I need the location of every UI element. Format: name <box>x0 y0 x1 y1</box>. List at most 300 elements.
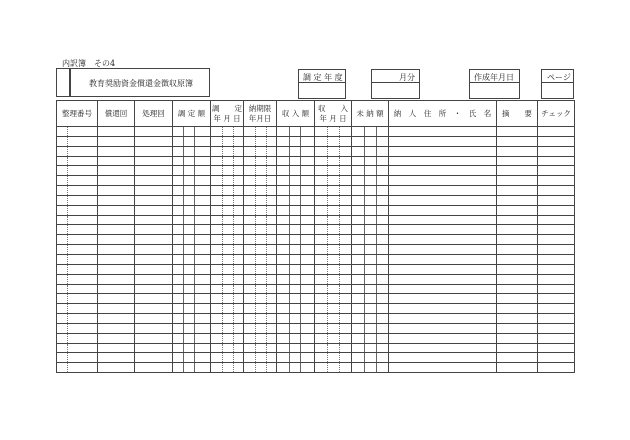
cell-noki[interactable] <box>244 146 277 156</box>
cell-shunyu_gaku[interactable] <box>277 127 315 137</box>
cell-tekiyo[interactable] <box>497 166 538 176</box>
cell-tekiyo[interactable] <box>497 215 538 225</box>
cell-mino[interactable] <box>352 274 389 284</box>
cell-jusho[interactable] <box>389 235 497 245</box>
cell-chotei_gaku[interactable] <box>173 195 211 205</box>
cell-tekiyo[interactable] <box>497 225 538 235</box>
cell-shunyu_date[interactable] <box>315 146 352 156</box>
cell-shokan[interactable] <box>98 343 135 353</box>
cell-shunyu_date[interactable] <box>315 333 352 343</box>
cell-noki[interactable] <box>244 254 277 264</box>
cell-mino[interactable] <box>352 186 389 196</box>
cell-noki[interactable] <box>244 343 277 353</box>
cell-tekiyo[interactable] <box>497 323 538 333</box>
cell-chotei_gaku[interactable] <box>173 284 211 294</box>
cell-chotei_date[interactable] <box>211 304 244 314</box>
cell-noki[interactable] <box>244 215 277 225</box>
cell-chotei_date[interactable] <box>211 245 244 255</box>
cell-mino[interactable] <box>352 205 389 215</box>
cell-shunyu_gaku[interactable] <box>277 225 315 235</box>
cell-check[interactable] <box>538 186 575 196</box>
cell-seiri[interactable] <box>57 215 98 225</box>
cell-noki[interactable] <box>244 304 277 314</box>
cell-check[interactable] <box>538 323 575 333</box>
cell-chotei_gaku[interactable] <box>173 146 211 156</box>
cell-chotei_date[interactable] <box>211 136 244 146</box>
cell-check[interactable] <box>538 363 575 373</box>
cell-tekiyo[interactable] <box>497 284 538 294</box>
cell-shunyu_date[interactable] <box>315 156 352 166</box>
cell-jusho[interactable] <box>389 284 497 294</box>
cell-check[interactable] <box>538 127 575 137</box>
cell-mino[interactable] <box>352 225 389 235</box>
cell-tekiyo[interactable] <box>497 235 538 245</box>
cell-chotei_date[interactable] <box>211 195 244 205</box>
cell-shokan[interactable] <box>98 166 135 176</box>
cell-seiri[interactable] <box>57 353 98 363</box>
cell-mino[interactable] <box>352 333 389 343</box>
cell-shunyu_gaku[interactable] <box>277 205 315 215</box>
cell-tekiyo[interactable] <box>497 353 538 363</box>
cell-tekiyo[interactable] <box>497 363 538 373</box>
cell-shokan[interactable] <box>98 274 135 284</box>
cell-shunyu_gaku[interactable] <box>277 284 315 294</box>
cell-chotei_gaku[interactable] <box>173 215 211 225</box>
cell-seiri[interactable] <box>57 284 98 294</box>
cell-seiri[interactable] <box>57 264 98 274</box>
cell-shori[interactable] <box>135 205 173 215</box>
cell-chotei_date[interactable] <box>211 284 244 294</box>
cell-chotei_date[interactable] <box>211 127 244 137</box>
cell-tekiyo[interactable] <box>497 195 538 205</box>
cell-mino[interactable] <box>352 235 389 245</box>
cell-chotei_date[interactable] <box>211 156 244 166</box>
cell-seiri[interactable] <box>57 343 98 353</box>
cell-seiri[interactable] <box>57 333 98 343</box>
cell-chotei_date[interactable] <box>211 146 244 156</box>
cell-shori[interactable] <box>135 195 173 205</box>
cell-check[interactable] <box>538 343 575 353</box>
cell-chotei_date[interactable] <box>211 294 244 304</box>
cell-seiri[interactable] <box>57 146 98 156</box>
cell-check[interactable] <box>538 264 575 274</box>
cell-shori[interactable] <box>135 186 173 196</box>
cell-tekiyo[interactable] <box>497 314 538 324</box>
cell-shokan[interactable] <box>98 146 135 156</box>
cell-chotei_date[interactable] <box>211 186 244 196</box>
cell-tekiyo[interactable] <box>497 176 538 186</box>
cell-shunyu_date[interactable] <box>315 264 352 274</box>
cell-shori[interactable] <box>135 136 173 146</box>
cell-tekiyo[interactable] <box>497 136 538 146</box>
cell-shokan[interactable] <box>98 333 135 343</box>
cell-jusho[interactable] <box>389 205 497 215</box>
cell-shori[interactable] <box>135 146 173 156</box>
cell-tekiyo[interactable] <box>497 294 538 304</box>
cell-mino[interactable] <box>352 127 389 137</box>
cell-shunyu_gaku[interactable] <box>277 363 315 373</box>
cell-mino[interactable] <box>352 264 389 274</box>
cell-jusho[interactable] <box>389 333 497 343</box>
cell-shokan[interactable] <box>98 363 135 373</box>
cell-tekiyo[interactable] <box>497 254 538 264</box>
cell-chotei_gaku[interactable] <box>173 235 211 245</box>
cell-shokan[interactable] <box>98 136 135 146</box>
cell-shunyu_gaku[interactable] <box>277 176 315 186</box>
cell-jusho[interactable] <box>389 166 497 176</box>
cell-check[interactable] <box>538 156 575 166</box>
cell-jusho[interactable] <box>389 304 497 314</box>
cell-shunyu_gaku[interactable] <box>277 156 315 166</box>
cell-check[interactable] <box>538 136 575 146</box>
cell-chotei_gaku[interactable] <box>173 225 211 235</box>
cell-shunyu_gaku[interactable] <box>277 195 315 205</box>
cell-shunyu_date[interactable] <box>315 323 352 333</box>
cell-shunyu_date[interactable] <box>315 274 352 284</box>
cell-check[interactable] <box>538 274 575 284</box>
cell-check[interactable] <box>538 235 575 245</box>
cell-noki[interactable] <box>244 176 277 186</box>
cell-shori[interactable] <box>135 294 173 304</box>
cell-tekiyo[interactable] <box>497 205 538 215</box>
cell-seiri[interactable] <box>57 274 98 284</box>
cell-seiri[interactable] <box>57 156 98 166</box>
cell-seiri[interactable] <box>57 176 98 186</box>
cell-shunyu_gaku[interactable] <box>277 353 315 363</box>
cell-shokan[interactable] <box>98 195 135 205</box>
cell-mino[interactable] <box>352 245 389 255</box>
cell-noki[interactable] <box>244 225 277 235</box>
cell-chotei_date[interactable] <box>211 264 244 274</box>
cell-chotei_gaku[interactable] <box>173 205 211 215</box>
cell-mino[interactable] <box>352 284 389 294</box>
cell-noki[interactable] <box>244 136 277 146</box>
cell-jusho[interactable] <box>389 195 497 205</box>
cell-noki[interactable] <box>244 314 277 324</box>
cell-seiri[interactable] <box>57 254 98 264</box>
cell-check[interactable] <box>538 353 575 363</box>
cell-chotei_gaku[interactable] <box>173 343 211 353</box>
cell-shori[interactable] <box>135 235 173 245</box>
cell-tekiyo[interactable] <box>497 264 538 274</box>
cell-shokan[interactable] <box>98 205 135 215</box>
cell-seiri[interactable] <box>57 186 98 196</box>
cell-shunyu_date[interactable] <box>315 136 352 146</box>
cell-seiri[interactable] <box>57 323 98 333</box>
cell-mino[interactable] <box>352 195 389 205</box>
cell-check[interactable] <box>538 245 575 255</box>
cell-shori[interactable] <box>135 254 173 264</box>
cell-tekiyo[interactable] <box>497 333 538 343</box>
cell-check[interactable] <box>538 146 575 156</box>
cell-shokan[interactable] <box>98 323 135 333</box>
cell-check[interactable] <box>538 314 575 324</box>
cell-noki[interactable] <box>244 156 277 166</box>
cell-chotei_date[interactable] <box>211 343 244 353</box>
cell-tekiyo[interactable] <box>497 146 538 156</box>
cell-chotei_date[interactable] <box>211 225 244 235</box>
cell-chotei_date[interactable] <box>211 235 244 245</box>
cell-shori[interactable] <box>135 274 173 284</box>
cell-jusho[interactable] <box>389 136 497 146</box>
cell-mino[interactable] <box>352 146 389 156</box>
cell-shori[interactable] <box>135 343 173 353</box>
cell-chotei_gaku[interactable] <box>173 323 211 333</box>
cell-seiri[interactable] <box>57 245 98 255</box>
cell-chotei_gaku[interactable] <box>173 254 211 264</box>
cell-shokan[interactable] <box>98 225 135 235</box>
cell-shori[interactable] <box>135 215 173 225</box>
cell-shunyu_date[interactable] <box>315 304 352 314</box>
cell-tekiyo[interactable] <box>497 343 538 353</box>
cell-check[interactable] <box>538 333 575 343</box>
cell-shunyu_gaku[interactable] <box>277 264 315 274</box>
cell-shori[interactable] <box>135 314 173 324</box>
cell-shori[interactable] <box>135 127 173 137</box>
cell-chotei_gaku[interactable] <box>173 274 211 284</box>
cell-shunyu_gaku[interactable] <box>277 314 315 324</box>
cell-shunyu_date[interactable] <box>315 363 352 373</box>
cell-chotei_gaku[interactable] <box>173 363 211 373</box>
cell-shori[interactable] <box>135 304 173 314</box>
cell-shunyu_gaku[interactable] <box>277 146 315 156</box>
cell-tekiyo[interactable] <box>497 304 538 314</box>
cell-check[interactable] <box>538 225 575 235</box>
cell-noki[interactable] <box>244 264 277 274</box>
cell-chotei_gaku[interactable] <box>173 333 211 343</box>
cell-mino[interactable] <box>352 304 389 314</box>
cell-check[interactable] <box>538 284 575 294</box>
cell-chotei_date[interactable] <box>211 333 244 343</box>
cell-noki[interactable] <box>244 235 277 245</box>
cell-shunyu_gaku[interactable] <box>277 333 315 343</box>
cell-shunyu_date[interactable] <box>315 343 352 353</box>
cell-seiri[interactable] <box>57 127 98 137</box>
cell-jusho[interactable] <box>389 274 497 284</box>
cell-chotei_date[interactable] <box>211 254 244 264</box>
cell-shunyu_gaku[interactable] <box>277 186 315 196</box>
cell-shokan[interactable] <box>98 304 135 314</box>
cell-shunyu_date[interactable] <box>315 215 352 225</box>
cell-chotei_date[interactable] <box>211 314 244 324</box>
cell-seiri[interactable] <box>57 205 98 215</box>
cell-shokan[interactable] <box>98 254 135 264</box>
cell-check[interactable] <box>538 176 575 186</box>
cell-shunyu_date[interactable] <box>315 186 352 196</box>
cell-check[interactable] <box>538 195 575 205</box>
cell-jusho[interactable] <box>389 245 497 255</box>
cell-tekiyo[interactable] <box>497 127 538 137</box>
cell-chotei_gaku[interactable] <box>173 127 211 137</box>
cell-shokan[interactable] <box>98 353 135 363</box>
cell-jusho[interactable] <box>389 127 497 137</box>
cell-chotei_gaku[interactable] <box>173 136 211 146</box>
cell-noki[interactable] <box>244 186 277 196</box>
cell-shunyu_gaku[interactable] <box>277 254 315 264</box>
cell-shori[interactable] <box>135 353 173 363</box>
cell-shunyu_gaku[interactable] <box>277 323 315 333</box>
cell-chotei_gaku[interactable] <box>173 294 211 304</box>
cell-shori[interactable] <box>135 176 173 186</box>
cell-jusho[interactable] <box>389 343 497 353</box>
cell-shunyu_date[interactable] <box>315 205 352 215</box>
cell-shunyu_date[interactable] <box>315 166 352 176</box>
cell-shokan[interactable] <box>98 294 135 304</box>
cell-shori[interactable] <box>135 156 173 166</box>
cell-shunyu_gaku[interactable] <box>277 304 315 314</box>
cell-chotei_gaku[interactable] <box>173 186 211 196</box>
cell-tekiyo[interactable] <box>497 186 538 196</box>
cell-shunyu_date[interactable] <box>315 127 352 137</box>
cell-noki[interactable] <box>244 284 277 294</box>
cell-mino[interactable] <box>352 166 389 176</box>
cell-chotei_date[interactable] <box>211 353 244 363</box>
cell-shokan[interactable] <box>98 215 135 225</box>
cell-shori[interactable] <box>135 245 173 255</box>
cell-check[interactable] <box>538 215 575 225</box>
cell-chotei_gaku[interactable] <box>173 156 211 166</box>
cell-shunyu_gaku[interactable] <box>277 235 315 245</box>
cell-check[interactable] <box>538 205 575 215</box>
cell-mino[interactable] <box>352 176 389 186</box>
cell-shori[interactable] <box>135 363 173 373</box>
cell-jusho[interactable] <box>389 146 497 156</box>
cell-check[interactable] <box>538 294 575 304</box>
cell-shunyu_date[interactable] <box>315 294 352 304</box>
cell-mino[interactable] <box>352 215 389 225</box>
cell-shunyu_gaku[interactable] <box>277 343 315 353</box>
cell-shori[interactable] <box>135 333 173 343</box>
cell-chotei_gaku[interactable] <box>173 304 211 314</box>
cell-shunyu_date[interactable] <box>315 176 352 186</box>
cell-jusho[interactable] <box>389 254 497 264</box>
cell-shokan[interactable] <box>98 156 135 166</box>
cell-noki[interactable] <box>244 245 277 255</box>
cell-noki[interactable] <box>244 127 277 137</box>
cell-jusho[interactable] <box>389 323 497 333</box>
cell-tekiyo[interactable] <box>497 274 538 284</box>
cell-shunyu_date[interactable] <box>315 353 352 363</box>
cell-seiri[interactable] <box>57 195 98 205</box>
cell-check[interactable] <box>538 166 575 176</box>
cell-shori[interactable] <box>135 225 173 235</box>
cell-jusho[interactable] <box>389 353 497 363</box>
cell-jusho[interactable] <box>389 176 497 186</box>
cell-noki[interactable] <box>244 353 277 363</box>
cell-shokan[interactable] <box>98 127 135 137</box>
cell-mino[interactable] <box>352 294 389 304</box>
cell-shunyu_date[interactable] <box>315 254 352 264</box>
cell-jusho[interactable] <box>389 186 497 196</box>
cell-mino[interactable] <box>352 363 389 373</box>
cell-chotei_date[interactable] <box>211 166 244 176</box>
cell-chotei_date[interactable] <box>211 363 244 373</box>
cell-shunyu_gaku[interactable] <box>277 274 315 284</box>
cell-seiri[interactable] <box>57 314 98 324</box>
cell-shunyu_date[interactable] <box>315 314 352 324</box>
cell-seiri[interactable] <box>57 294 98 304</box>
cell-shokan[interactable] <box>98 176 135 186</box>
cell-noki[interactable] <box>244 166 277 176</box>
cell-noki[interactable] <box>244 195 277 205</box>
cell-jusho[interactable] <box>389 215 497 225</box>
cell-jusho[interactable] <box>389 314 497 324</box>
cell-shunyu_date[interactable] <box>315 195 352 205</box>
cell-shori[interactable] <box>135 284 173 294</box>
cell-chotei_gaku[interactable] <box>173 353 211 363</box>
cell-chotei_gaku[interactable] <box>173 166 211 176</box>
cell-shunyu_gaku[interactable] <box>277 245 315 255</box>
cell-chotei_date[interactable] <box>211 176 244 186</box>
cell-tekiyo[interactable] <box>497 156 538 166</box>
cell-seiri[interactable] <box>57 225 98 235</box>
cell-jusho[interactable] <box>389 156 497 166</box>
cell-shunyu_date[interactable] <box>315 235 352 245</box>
cell-chotei_date[interactable] <box>211 323 244 333</box>
cell-chotei_date[interactable] <box>211 274 244 284</box>
cell-tekiyo[interactable] <box>497 245 538 255</box>
cell-chotei_gaku[interactable] <box>173 245 211 255</box>
cell-shunyu_gaku[interactable] <box>277 294 315 304</box>
cell-chotei_gaku[interactable] <box>173 314 211 324</box>
cell-shokan[interactable] <box>98 314 135 324</box>
cell-shokan[interactable] <box>98 245 135 255</box>
cell-mino[interactable] <box>352 254 389 264</box>
cell-noki[interactable] <box>244 205 277 215</box>
cell-mino[interactable] <box>352 323 389 333</box>
cell-chotei_gaku[interactable] <box>173 176 211 186</box>
cell-shori[interactable] <box>135 264 173 274</box>
cell-jusho[interactable] <box>389 225 497 235</box>
cell-shunyu_gaku[interactable] <box>277 215 315 225</box>
cell-mino[interactable] <box>352 343 389 353</box>
cell-shunyu_date[interactable] <box>315 284 352 294</box>
cell-noki[interactable] <box>244 294 277 304</box>
cell-mino[interactable] <box>352 136 389 146</box>
cell-jusho[interactable] <box>389 264 497 274</box>
cell-mino[interactable] <box>352 314 389 324</box>
cell-shokan[interactable] <box>98 264 135 274</box>
cell-check[interactable] <box>538 254 575 264</box>
cell-noki[interactable] <box>244 323 277 333</box>
cell-seiri[interactable] <box>57 304 98 314</box>
cell-shunyu_date[interactable] <box>315 245 352 255</box>
cell-noki[interactable] <box>244 274 277 284</box>
cell-shokan[interactable] <box>98 186 135 196</box>
cell-jusho[interactable] <box>389 294 497 304</box>
cell-shunyu_gaku[interactable] <box>277 166 315 176</box>
cell-mino[interactable] <box>352 156 389 166</box>
cell-check[interactable] <box>538 304 575 314</box>
cell-chotei_date[interactable] <box>211 205 244 215</box>
cell-jusho[interactable] <box>389 363 497 373</box>
cell-chotei_gaku[interactable] <box>173 264 211 274</box>
cell-seiri[interactable] <box>57 136 98 146</box>
cell-chotei_date[interactable] <box>211 215 244 225</box>
cell-noki[interactable] <box>244 333 277 343</box>
cell-seiri[interactable] <box>57 363 98 373</box>
cell-noki[interactable] <box>244 363 277 373</box>
cell-shori[interactable] <box>135 323 173 333</box>
cell-shunyu_date[interactable] <box>315 225 352 235</box>
cell-seiri[interactable] <box>57 235 98 245</box>
cell-seiri[interactable] <box>57 166 98 176</box>
cell-shori[interactable] <box>135 166 173 176</box>
cell-shunyu_gaku[interactable] <box>277 136 315 146</box>
cell-shokan[interactable] <box>98 284 135 294</box>
cell-mino[interactable] <box>352 353 389 363</box>
cell-shokan[interactable] <box>98 235 135 245</box>
